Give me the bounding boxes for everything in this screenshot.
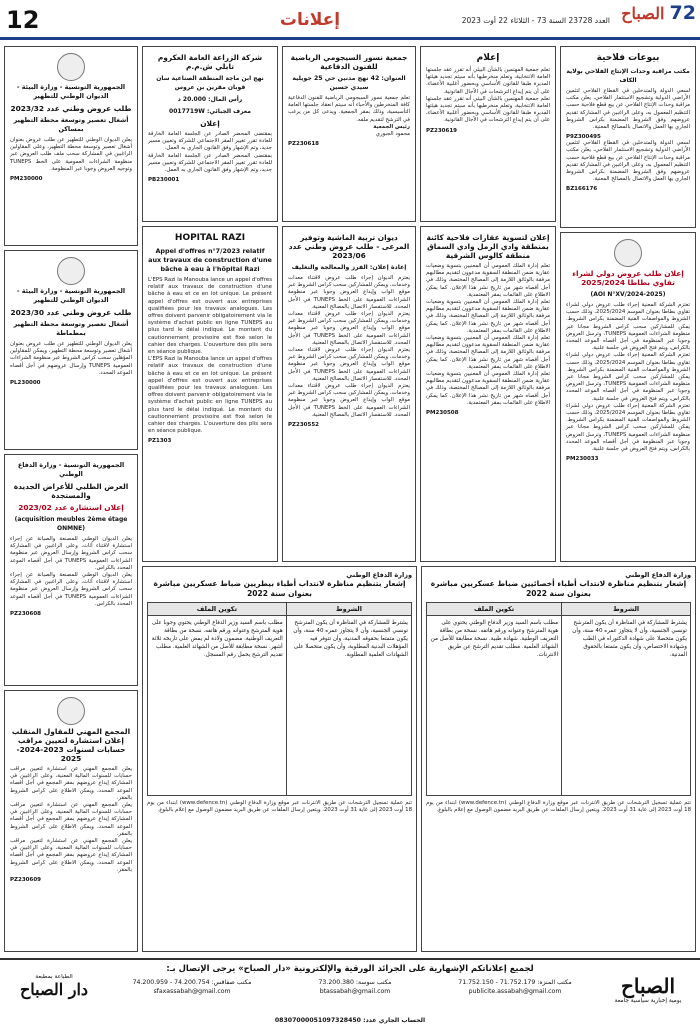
ad-subtitle: العنوان: 42 نهج مدنين حي 25 جويلية سيدي حسين — [292, 75, 406, 91]
ad-signature: رئيس الجمعية — [373, 123, 410, 130]
contact-phone: مكتب سوسة: 73.200.380 — [318, 979, 392, 986]
page-number: 12 — [6, 6, 40, 34]
emblem-icon — [57, 257, 85, 285]
ad-body: تعلم جمعية نسور السيجومي الرياضية للفنون الدفاعية كافة المنخرطين والأحباء أنه سيتم انعقاد جلستها العامة التأسيسية، وذلك بمقر الجمعية. ويدعى كل من يرغب في الترشح لتقديم ملفه. — [288, 95, 410, 123]
footer-logo-tagline: يومية إخبارية سياسية جامعة — [614, 998, 682, 1004]
ad-farmland — [560, 46, 696, 228]
ad-title: بيوعات فلاحية — [596, 53, 660, 63]
contact-email: publicite.assabah@gmail.com — [468, 988, 562, 995]
ad-title: إشعار بتنظيم مناظرة لانتداب أطباء أخصائيين ضباط عسكريين مباشرة بعنوان سنة 2022 — [430, 579, 687, 598]
ad-body: يعلن المجمع المهني عن استشارة لتعيين مراقب حسابات للسنوات المالية المعنية، وعلى الراغبين في المشاركة إيداع عروضهم بمقر المجمع في أجل أقصاه الموعد المحدد، ويمكن الاطلاع على كراس الشروط بالمقر. — [10, 838, 132, 873]
ad-body: L'EPS Razi la Manouba lance un appel d'offres relatif aux travaux de construction d'une bâche à eau et ce en lot unique. Le présent appel d'offres est ouvert aux entreprises qualifiées pour les travaux analogues. Les offres doivent parvenir obligatoirement via le système d'achat public en ligne TUNEPS au plus tard le délai indiqué. Le montant du cautionnement provisoire est fixé selon le cahier des charges. L'ouverture des plis sera en séance publique. — [148, 277, 272, 356]
ad-body: تعلم جمعية المهتمين بالشأن البيئي أنه تقرر عقد جلستها العامة الانتخابية، وتعلم منخرطيها بأنه سيتم تجديد هيئتها المديرة طبقا للقانون الأساسي وبحضور أغلبية الأعضاء، على أن يتم إيداع الترشحات في الآجال القانونية. — [426, 67, 550, 95]
ad-title: HOPITAL RAZI — [174, 233, 246, 243]
ad-title: الجمهورية التونسية - وزارة البيئة - الديوان الوطني للتطهير — [16, 83, 126, 100]
newspaper-logo — [612, 2, 696, 36]
ad-ref: PM230033 — [566, 456, 599, 463]
ad-subtitle: العرض الطلبي للأعراض الجديدة والمستجدة — [13, 482, 129, 500]
ad-body: تعلم إدارة الملك العمومي أن المعنيين بتسوية وضعيات عقارية ضمن المنطقة السقوية مدعوون لتقديم مطالبهم مرفقة بالوثائق اللازمة إلى المصالح المختصة، وذلك في أجل أقصاه شهر من تاريخ نشر هذا الإعلان. كما يمكن الاطلاع على القائمات بمقر المعتمدية. — [426, 371, 550, 406]
ad-body: تعتزم الشركة المعنية إجراء طلب عروض دولي لشراء تقاوي بطاطا بعنوان الموسم 2025/2024، وذلك حسب الشروط والمواصفات الفنية المضمنة بكراس الشروط. يمكن للمشاركين سحب كراس الشروط مجانا عبر منظومة الشراءات العمومية TUNEPS، وترسل العروض وجوبا عبر المنظومة في أجل أقصاه الموعد المحدد بالكراس، ويتم فتح العروض في جلسة علنية. — [566, 352, 690, 402]
ad-ref: PL230000 — [10, 380, 41, 387]
contact-block-3 — [112, 978, 272, 996]
ad-tax-id: معرف الجبائي: 0017719W — [169, 108, 251, 115]
ad-body: يعلن الديوان الوطني للتطهير عن طلب عروض بعنوان أشغال تعصير وتوسعة محطة التطهير، ويمكن للمقاولين المؤهلين سحب كراس الشروط عبر منظومة الشراءات العمومية TUNEPS وإرسال عروضهم في أجل أقصاه الموعد المحدد. — [10, 341, 132, 376]
ad-footer-text: تتم عملية تسجيل الترشحات عن طريق الانترنات عبر موقع وزارة الدفاع الوطني (www.defence.tn) ابتداء من يوم 18 أوت 2023 إلى غاية 31 أوت 2023. ويتعين إرسال الملفات عن طريق البريد مضمون الوصول مع إعلام بالبلوغ. — [147, 800, 412, 814]
ad-capital: رأس المال: 20.000 د — [177, 96, 243, 103]
ad-body: تعتزم الشركة المعنية إجراء طلب عروض دولي لشراء تقاوي بطاطا بعنوان الموسم 2025/2024، وذلك حسب الشروط والمواصفات الفنية المضمنة بكراس الشروط. يمكن للمشاركين سحب كراس الشروط مجانا عبر منظومة الشراءات العمومية TUNEPS، وترسل العروض وجوبا عبر المنظومة في أجل أقصاه الموعد المحدد بالكراس، ويتم فتح العروض في جلسة علنية. — [566, 302, 690, 352]
footer-logo-tagline: الطباعة بمطبعة — [35, 974, 73, 980]
footer-logo-word: دار الصباح — [19, 980, 89, 999]
defence-table — [147, 602, 412, 796]
ad-body: تعلم جمعية المهتمين بالشأن البيئي أنه تقرر عقد جلستها العامة الانتخابية، وتعلم منخرطيها بأنه سيتم تجديد هيئتها المديرة طبقا للقانون الأساسي وبحضور أغلبية الأعضاء، على أن يتم إيداع الترشحات في الآجال القانونية. — [426, 95, 550, 124]
ad-tender-title: إعلان استشارة عدد 2023/02 — [18, 503, 124, 512]
defence-table — [426, 602, 691, 796]
footer-banner: لجميع إعلاناتكم الإشهارية على الجرائد الورقية والإلكترونية «دار الصباح» يرجى الإتصال بـ: — [166, 963, 534, 973]
ad-body: تعلم إدارة الملك العمومي أن المعنيين بتسوية وضعيات عقارية ضمن المنطقة السقوية مدعوون لتقديم مطالبهم مرفقة بالوثائق اللازمة إلى المصالح المختصة، وذلك في أجل أقصاه شهر من تاريخ نشر هذا الإعلان. كما يمكن الاطلاع على القائمات بمقر المعتمدية. — [426, 335, 550, 370]
ad-body: تعلم إدارة الملك العمومي أن المعنيين بتسوية وضعيات عقارية ضمن المنطقة السقوية مدعوون لتقديم مطالبهم مرفقة بالوثائق اللازمة إلى المصالح المختصة، وذلك في أجل أقصاه شهر من تاريخ نشر هذا الإعلان. كما يمكن الاطلاع على القائمات بمقر المعتمدية. — [426, 263, 550, 298]
col-docs: تكوين الملف — [427, 603, 562, 616]
ad-subtitle: إعادة إعلان: الفرز والمعالجة والتغليف — [291, 264, 407, 271]
emblem-icon — [614, 239, 642, 267]
ad-ministry: وزارة الدفاع الوطني — [625, 571, 691, 579]
docs-cell: مطلب باسم السيد وزير الدفاع الوطني يحتوي على هوية المترشح وعنوانه ورقم هاتفه. نسخة من بطاقة التعريف الوطنية. شهادة طبية. نسخة مطابقة للأصل من الشهائد العلمية. مطلب تقديم الترشح عن طريق الانترنات. — [427, 616, 562, 796]
issue-line: العدد 23728 السنة 73 - الثلاثاء 22 أوت 2023 — [461, 16, 610, 25]
logo-word: الصباح — [621, 4, 665, 23]
ad-ref: PM230000 — [10, 176, 43, 183]
ad-subtitle: مكتب مراقبة وحدات الإنتاج الفلاحي بولاية الكاف — [566, 68, 690, 84]
ad-tender-title: طلب عروض وطني عدد 2023/30 — [10, 308, 132, 317]
ad-body: يعتزم الديوان إجراء طلب عروض لاقتناء معدات وخدمات، ويمكن للمشاركين سحب كراس الشروط عبر موقع الواب وإيداع العروض وجوبا عبر منظومة الشراءات العمومية على الخط TUNEPS في الأجل المحدد. للاستفسار الاتصال بالمصالح المعنية. — [288, 383, 410, 418]
contact-block-2 — [280, 978, 430, 996]
ad-ref: PM230508 — [426, 410, 459, 417]
ad-subtitle: Appel d'offres n°7/2023 relatif aux travaux de construction d'une bâche à eau à l'hôpital Razi — [148, 247, 272, 273]
ad-title: إعلان طلب عروض دولي لشراء تقاوي بطاطا 2025/2024 — [572, 269, 684, 287]
ad-defence-specialists — [421, 566, 696, 952]
conditions-cell: يشترط للمشاركة في المناظرة أن يكون المترشح تونسي الجنسية، وأن لا يتجاوز عمره 40 سنة، وأن يكون متحصلا على شهادة الدكتوراه في الطب وشهادة الاختصاص، وأن يكون متمتعا بالحقوق المدنية. — [562, 616, 691, 796]
ad-ref: BZ166176 — [566, 186, 598, 193]
ad-body: لسعي الدولة والمتدخلين في القطاع الفلاحي لتثمين الأراضي الدولية وتشجيع الاستثمار الفلاحي، يعلن مكتب مراقبة وحدات الإنتاج الفلاحي عن بيع قطع فلاحية حسب التنظيم المعمول به، وعلى الراغبين في المشاركة تقديم عروضهم وفق الشروط المضمنة بكراس الشروط الجاري بها العمل والاتصال بالمصالح المعنية. — [566, 140, 690, 183]
ad-office — [282, 226, 416, 562]
emblem-icon — [57, 53, 85, 81]
contact-block-1 — [440, 978, 590, 996]
footer-logo-right — [600, 974, 696, 1026]
ad-ref: PZ230609 — [10, 877, 41, 884]
contact-phone: مكتب صفاقس: 74.200.754 - 74.200.959 — [132, 979, 252, 986]
ad-hospital — [142, 226, 278, 562]
col-conditions: الشروط — [286, 603, 411, 616]
docs-cell: مطلب باسم السيد وزير الدفاع الوطني يحتوي وجوبا على هوية المترشح وعنوانه ورقم هاتفه. نسخة من بطاقة التعريف الوطنية. مضمون ولادة لم يمض على تاريخه ثلاثة أشهر. نسخة مطابقة للأصل من الشهائد العلمية. مطلب تقديم الترشح يحمل رقم المسجل. — [148, 616, 287, 796]
col-conditions: الشروط — [562, 603, 691, 616]
ad-ref: PZ230552 — [288, 422, 319, 429]
ad-title: إعلام — [476, 53, 500, 63]
logo-number: 72 — [669, 2, 696, 24]
ad-sanitation — [4, 250, 138, 450]
ad-notice — [420, 46, 556, 222]
col-docs: تكوين الملف — [148, 603, 287, 616]
ad-body: يعلن الديوان الوطني للتطهير عن طلب عروض بعنوان أشغال تعصير وتوسعة محطة التطهير، وعلى المقاولين الراغبين في المشاركة سحب ملف طلب العروض عبر منظومة الشراءات العمومية على الخط TUNEPS وتوجيه العروض وجوبا عبر المنظومة. — [10, 137, 132, 172]
ad-housing — [4, 46, 138, 246]
ad-surplus — [4, 454, 138, 686]
conditions-cell: يشترط للمشاركة في المناظرة أن يكون المترشح تونسي الجنسية، وأن لا يتجاوز عمره 40 سنة، وأن يكون متمتعا بحقوقه المدنية، وأن تتوفر فيه المؤهلات البدنية المطلوبة، وأن يكون متحصلا على الشهادات العلمية المطلوبة. — [286, 616, 411, 796]
ad-irrigation — [420, 226, 556, 562]
ad-title: إشعار بتنظيم مناظرة لانتداب أطباء بيطريين ضباط عسكريين مباشرة بعنوان سنة 2022 — [153, 579, 406, 598]
ad-company-assembly — [142, 46, 278, 222]
ad-title: المجمع المهني للمقاول المنقلب إعلان استشارة لتعيين مراقب حسابات لسنوات 2023-2024-2025 — [11, 727, 131, 763]
ad-tender-sheet — [560, 232, 696, 562]
ad-body: بمقتضى المحضر الصادر عن الجلسة العامة الخارقة للعادة تقرر تغيير المقر الاجتماعي للشركة وتعيين مسير جديد، وتم الإشهار وفق القانون الجاري به العمل. — [148, 131, 272, 152]
contact-email: sfaxassabah@gmail.com — [153, 988, 231, 995]
ad-body: يعلن الديوان الوطني للمصنعة والصيانة عن إجراء استشارة لاقتناء أثاث، وعلى الراغبين في المشاركة سحب كراس الشروط وإرسال العروض عبر منظومة الشراءات العمومية TUNEPS في أجل أقصاه الموعد المحدد بالكراس. — [10, 572, 132, 607]
ad-ref: PZ230608 — [10, 611, 41, 618]
ad-ref: PZ1303 — [148, 438, 172, 445]
footer-logo-left — [6, 974, 102, 1026]
ad-title: الجمهورية التونسية - وزارة الدفاع الوطني — [17, 461, 125, 478]
ad-title: ديوان تربية الماشية وتوفير المرعى - طلب عروض وطني عدد 2023/06 — [288, 233, 410, 260]
ad-tender-title: طلب عروض وطني عدد 2023/32 — [10, 104, 132, 113]
ad-title: الجمهورية التونسية - وزارة البيئة - الديوان الوطني للتطهير — [16, 287, 126, 304]
ad-body: L'EPS Razi la Manouba lance un appel d'offres relatif aux travaux de construction d'une bâche à eau et ce en lot unique. Le présent appel d'offres est ouvert aux entreprises qualifiées pour les travaux analogues. Les offres doivent parvenir obligatoirement via le système d'achat public en ligne TUNEPS au plus tard le délai indiqué. Le montant du cautionnement provisoire est fixé selon le cahier des charges. L'ouverture des plis sera en séance publique. — [148, 356, 272, 435]
section-title: إعلانات — [279, 10, 341, 30]
ad-title: جمعية نسور السيجومي الرياضية للفنون الدفاعية — [290, 53, 408, 71]
ad-body: يعتزم الديوان إجراء طلب عروض لاقتناء معدات وخدمات، ويمكن للمشاركين سحب كراس الشروط عبر موقع الواب وإيداع العروض وجوبا عبر منظومة الشراءات العمومية على الخط TUNEPS في الأجل المحدد. للاستفسار الاتصال بالمصالح المعنية. — [288, 275, 410, 310]
contact-email: btassabah@gmail.com — [319, 988, 391, 995]
ad-subtitle-fr: (acquisition meubles 2ème étage ONMNE) — [14, 516, 128, 532]
ad-ref: PZ230618 — [288, 141, 319, 148]
ad-body: يعتزم الديوان إجراء طلب عروض لاقتناء معدات وخدمات، ويمكن للمشاركين سحب كراس الشروط عبر موقع الواب وإيداع العروض وجوبا عبر منظومة الشراءات العمومية على الخط TUNEPS في الأجل المحدد. للاستفسار الاتصال بالمصالح المعنية. — [288, 347, 410, 382]
ad-title: شركة الزراعة العامة العكروم تابلي ش.م.م — [157, 53, 263, 71]
emblem-icon — [57, 697, 85, 725]
ad-ref: PB230001 — [148, 177, 180, 184]
ad-subtitle: (AOI N°XV/2024-2025) — [590, 291, 666, 298]
ad-body: يعلن المجمع المهني عن استشارة لتعيين مراقب حسابات للسنوات المالية المعنية، وعلى الراغبين في المشاركة إيداع عروضهم بمقر المجمع في أجل أقصاه الموعد المحدد، ويمكن الاطلاع على كراس الشروط بالمقر. — [10, 802, 132, 837]
ad-notice-word: إعلان — [200, 119, 220, 128]
ad-body: لسعي الدولة والمتدخلين في القطاع الفلاحي لتثمين الأراضي الدولية وتشجيع الاستثمار الفلاحي، يعلن مكتب مراقبة وحدات الإنتاج الفلاحي عن بيع قطع فلاحية حسب التنظيم المعمول به، وعلى الراغبين في المشاركة تقديم عروضهم وفق الشروط المضمنة بكراس الشروط الجاري بها العمل والاتصال بالمصالح المعنية. — [566, 88, 690, 131]
ad-signature-name: محمود الجبوري — [375, 131, 410, 138]
ad-ministry: وزارة الدفاع الوطني — [346, 571, 412, 579]
footer-logo-word: الصباح — [620, 974, 676, 998]
ad-body: تعتزم الشركة المعنية إجراء طلب عروض دولي لشراء تقاوي بطاطا بعنوان الموسم 2025/2024، وذلك حسب الشروط والمواصفات الفنية المضمنة بكراس الشروط. يمكن للمشاركين سحب كراس الشروط مجانا عبر منظومة الشراءات العمومية TUNEPS، وترسل العروض وجوبا عبر المنظومة في أجل أقصاه الموعد المحدد بالكراس، ويتم فتح العروض في جلسة علنية. — [566, 402, 690, 453]
ad-ref: PZ230619 — [426, 127, 457, 134]
ad-accounting — [4, 690, 138, 952]
ad-body: يعتزم الديوان إجراء طلب عروض لاقتناء معدات وخدمات، ويمكن للمشاركين سحب كراس الشروط عبر موقع الواب وإيداع العروض وجوبا عبر منظومة الشراءات العمومية على الخط TUNEPS في الأجل المحدد. للاستفسار الاتصال بالمصالح المعنية. — [288, 311, 410, 346]
ad-subtitle: أشغال تعصير وتوسعة محطة التطهير بمساكن — [13, 116, 129, 133]
ad-body: يعلن المجمع المهني عن استشارة لتعيين مراقب حسابات للسنوات المالية المعنية، وعلى الراغبين في المشاركة إيداع عروضهم بمقر المجمع في أجل أقصاه الموعد المحدد، ويمكن الاطلاع على كراس الشروط بالمقر. — [10, 766, 132, 801]
ad-body: تعلم إدارة الملك العمومي أن المعنيين بتسوية وضعيات عقارية ضمن المنطقة السقوية مدعوون لتقديم مطالبهم مرفقة بالوثائق اللازمة إلى المصالح المختصة، وذلك في أجل أقصاه شهر من تاريخ نشر هذا الإعلان. كما يمكن الاطلاع على القائمات بمقر المعتمدية. — [426, 299, 550, 334]
ad-sports-assoc — [282, 46, 416, 222]
bank-account: الحساب الجاري عدد: 08307000051097328450 — [274, 1017, 426, 1024]
ad-subtitle: نهج ابن ماجة المنطقة الصناعية سان قوبان مقرين بن عروس — [156, 75, 264, 91]
ad-ref: P9Z300495 — [566, 134, 601, 141]
ad-body: بمقتضى المحضر الصادر عن الجلسة العامة الخارقة للعادة تقرر تغيير المقر الاجتماعي للشركة وتعيين مسير جديد، وتم الإشهار وفق القانون الجاري به العمل. — [148, 152, 272, 174]
ad-footer-text: تتم عملية تسجيل الترشحات عن طريق الانترنات عبر موقع وزارة الدفاع الوطني (www.defence.tn) ابتداء من يوم 18 أوت 2023 إلى غاية 31 أوت 2023. ويتعين إرسال الملفات عن طريق البريد مضمون الوصول مع إعلام بالبلوغ. — [426, 800, 691, 814]
ad-title: إعلان لتسوية عقارات فلاحية كائنة بمنطقة وادي الرمل وادي السماق منطقة كالوس الشرقية — [426, 233, 550, 260]
ad-defence-vets — [142, 566, 417, 952]
contact-phone: مكتب المنزه: 71.752.179 - 71.752.150 — [458, 979, 572, 986]
ad-subtitle: أشغال تعصير وتوسعة محطة التطهير بمطماطة — [13, 320, 129, 337]
ad-body: يعلن الديوان الوطني للمصنعة والصيانة عن إجراء استشارة لاقتناء أثاث، وعلى الراغبين في المشاركة سحب كراس الشروط وإرسال العروض عبر منظومة الشراءات العمومية TUNEPS في أجل أقصاه الموعد المحدد بالكراس. — [10, 536, 132, 571]
